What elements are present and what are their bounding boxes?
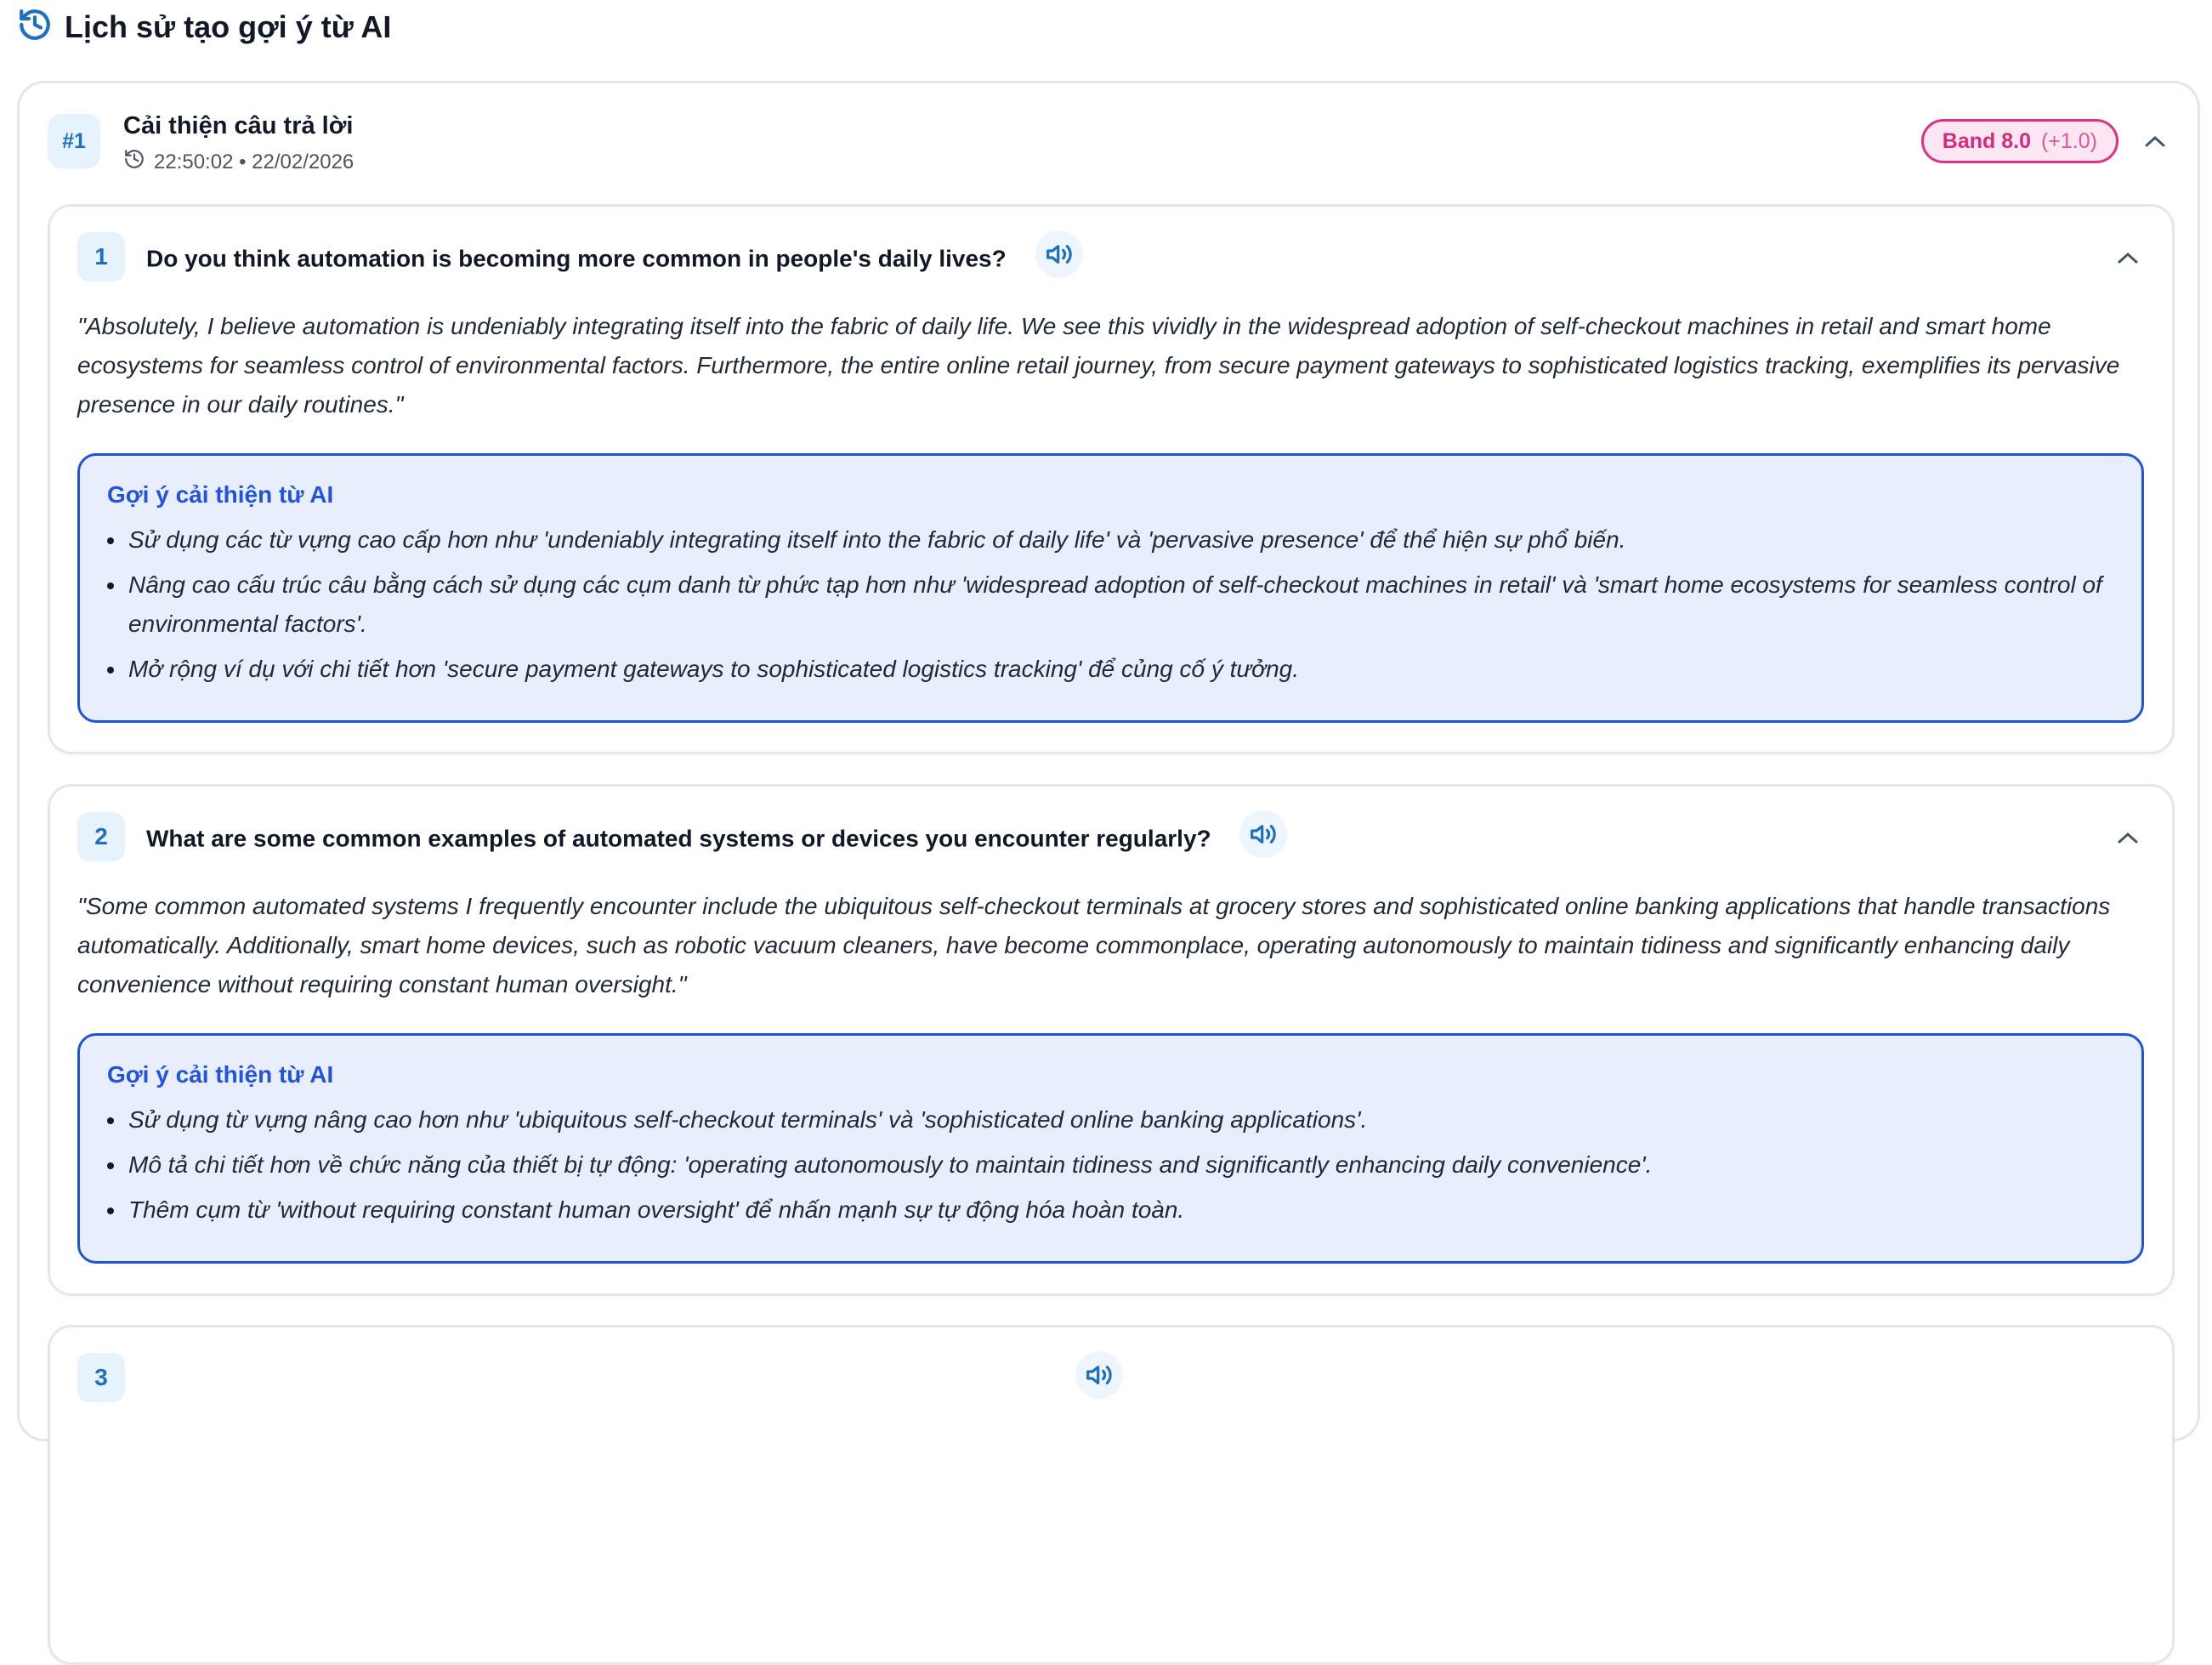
- suggestion-list: [107, 1100, 2114, 1230]
- question-card: [48, 1325, 2175, 1665]
- clock-history-icon: [123, 148, 145, 176]
- question-row: [1053, 1363, 1123, 1399]
- answer-text: "Absolutely, I believe automation is undeniably integrating itself into the fabric of daily life. We see this vividly in the widespread adoption of self-checkout machines in retail and smart home ecosystems for seamless control of environmental factors. Furthermore, the entire online retail journey, from secure payment gateways to sophisticated logistics tracking, exemplifies its pervasive presence in our daily routines.": [77, 313, 2120, 418]
- history-entry-header[interactable]: [48, 114, 2198, 173]
- suggestion-item: Nâng cao cấu trúc câu bằng cách sử dụng các cụm danh từ phức tạp hơn như 'widespread adoption of self-checkout machines in retail' và 'smart home ecosystems for seamless control of environmental factors'.: [107, 565, 2114, 644]
- suggestion-item: Thêm cụm từ 'without requiring constant human oversight' để nhấn mạnh sự tự động hóa hoàn toàn.: [107, 1191, 2114, 1230]
- question-card: [48, 784, 2175, 1296]
- suggestion-list: [107, 520, 2114, 689]
- suggestion-title: Gợi ý cải thiện từ AI: [107, 1061, 334, 1088]
- band-score: Band 8.0: [1942, 128, 2031, 153]
- suggestion-item: Sử dụng các từ vựng cao cấp hơn như 'undeniably integrating itself into the fabric of daily life' và 'pervasive presence' để thể hiện sự phổ biến.: [107, 520, 2114, 560]
- speaker-icon: [1250, 821, 1277, 848]
- answer-text: "Some common automated systems I frequently encounter include the ubiquitous self-checkout terminals at grocery stores and sophisticated online banking applications that handle transactions automatically. Additionally, smart home devices, such as robotic vacuum cleaners, have become commonplace, operating autonomously to maintain tidiness and significantly enhancing daily convenience without requiring constant human oversight.": [77, 893, 2111, 997]
- question-number: 1: [77, 232, 125, 281]
- band-score-badge: [1921, 119, 2118, 163]
- collapse-question-button[interactable]: [2111, 821, 2145, 855]
- entry-title: Cải thiện câu trả lời: [123, 112, 354, 139]
- question-number: 2: [77, 812, 125, 861]
- play-audio-button[interactable]: [1075, 1351, 1123, 1399]
- entry-timestamp: [123, 148, 354, 176]
- speaker-icon: [1046, 241, 1073, 268]
- question-row: [146, 242, 1083, 278]
- chevron-up-icon: [2117, 250, 2139, 265]
- chevron-up-icon: [2144, 134, 2166, 149]
- play-audio-button[interactable]: [1035, 230, 1083, 278]
- speaker-icon: [1086, 1361, 1113, 1389]
- play-audio-button[interactable]: [1239, 810, 1287, 858]
- band-delta: (+1.0): [2040, 128, 2097, 153]
- history-entry-card: [17, 81, 2200, 1441]
- page-header: [17, 7, 391, 47]
- history-icon: [17, 7, 53, 47]
- timestamp-text: 22:50:02 • 22/02/2026: [154, 150, 354, 173]
- suggestion-item: Mở rộng ví dụ với chi tiết hơn 'secure payment gateways to sophisticated logistics tracking' để củng cố ý tưởng.: [107, 650, 2114, 689]
- chevron-up-icon: [2117, 830, 2139, 845]
- question-card: [48, 204, 2175, 754]
- ai-suggestion-box: [77, 453, 2144, 723]
- suggestion-item: Sử dụng từ vựng nâng cao hơn như 'ubiquitous self-checkout terminals' và 'sophisticated online banking applications'.: [107, 1100, 2114, 1139]
- question-row: [146, 822, 1287, 858]
- page-title: Lịch sử tạo gợi ý từ AI: [65, 9, 392, 44]
- ai-suggestion-box: [77, 1033, 2144, 1264]
- suggestion-title: Gợi ý cải thiện từ AI: [107, 481, 334, 508]
- suggestion-item: Mô tả chi tiết hơn về chức năng của thiết bị tự động: 'operating autonomously to maintain tidiness and significantly enhancing daily convenience'.: [107, 1145, 2114, 1185]
- collapse-entry-button[interactable]: [2138, 124, 2172, 158]
- question-text: What are some common examples of automated systems or devices you encounter regularly?: [146, 825, 1211, 852]
- collapse-question-button[interactable]: [2111, 241, 2145, 275]
- entry-number-badge: #1: [48, 114, 100, 168]
- question-number: 3: [77, 1353, 125, 1402]
- question-text: Do you think automation is becoming more common in people's daily lives?: [146, 245, 1007, 272]
